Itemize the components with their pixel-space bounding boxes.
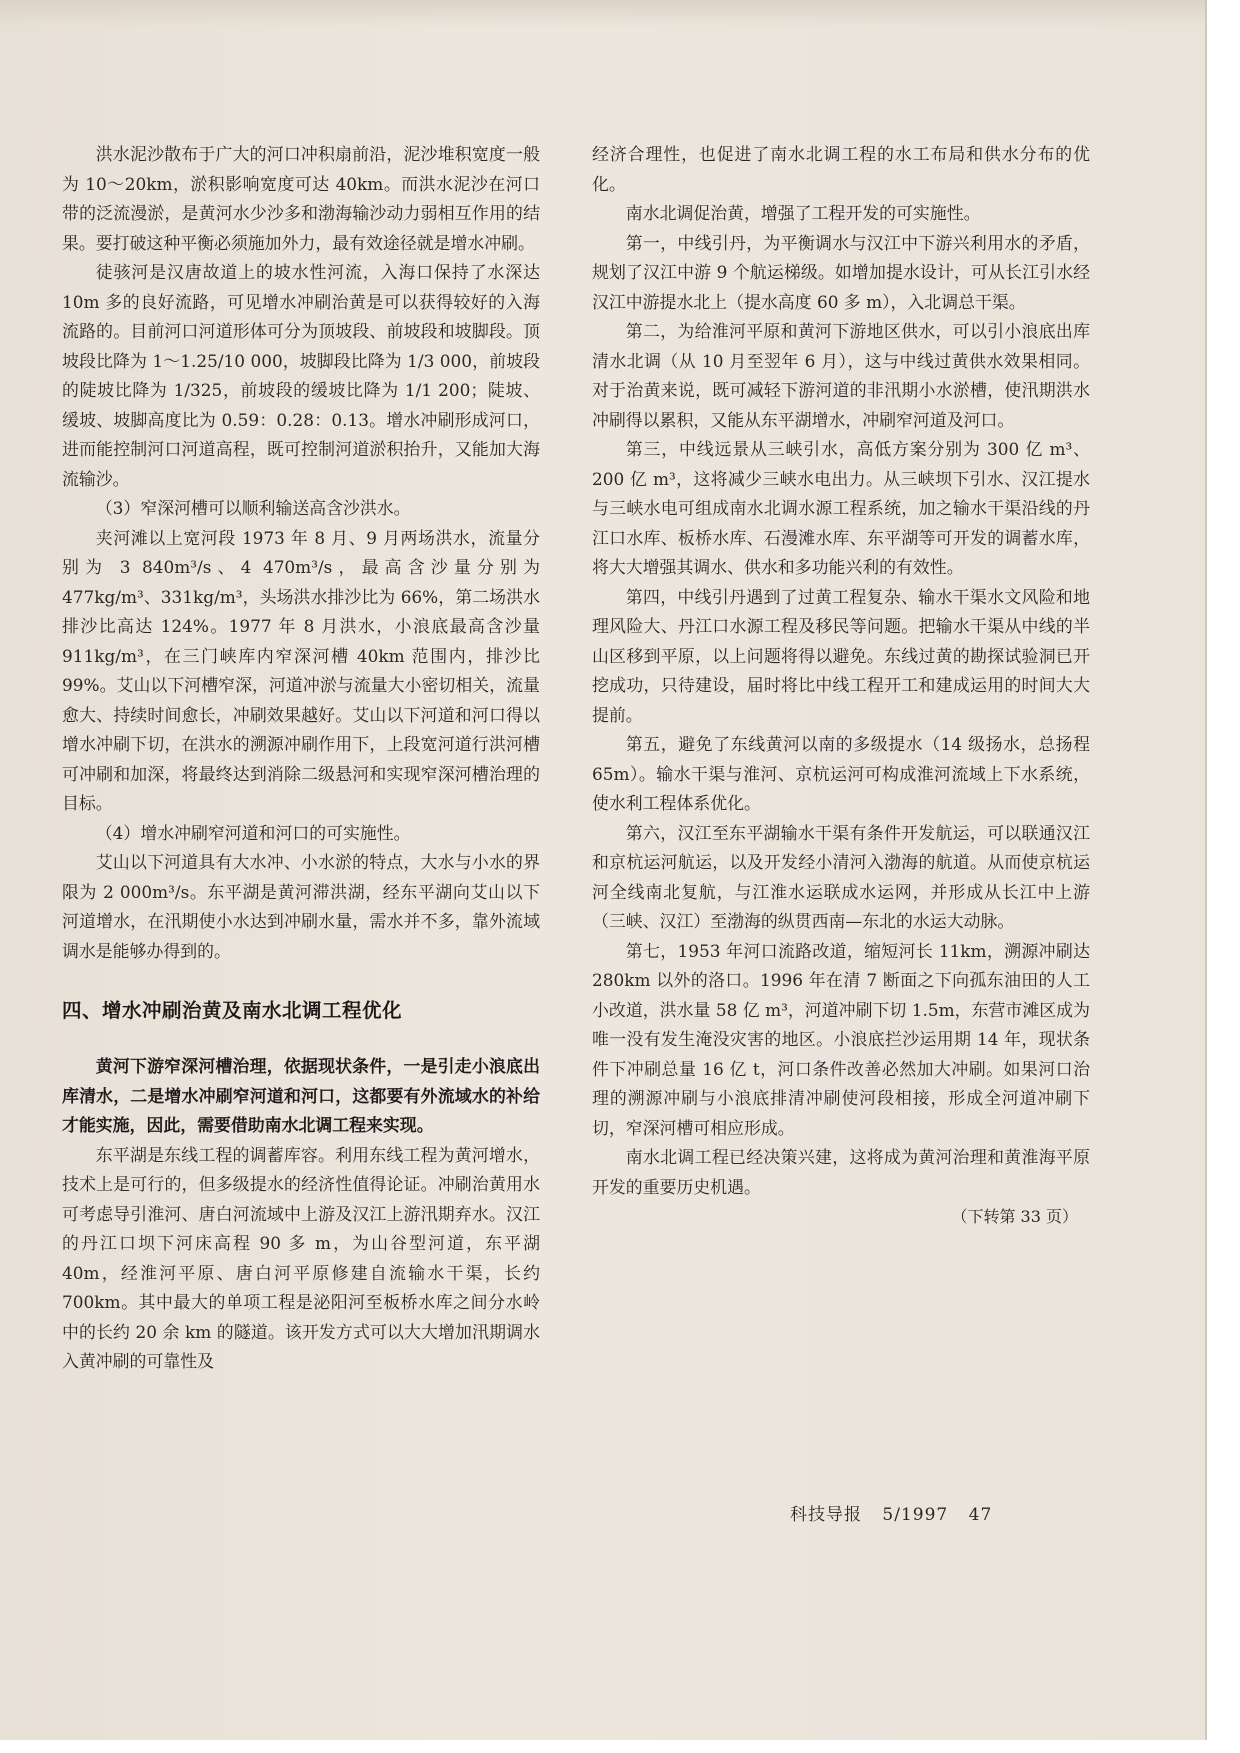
continuation-note: （下转第 33 页）	[951, 1207, 1078, 1226]
paragraph: 第一，中线引丹，为平衡调水与汉江中下游兴利用水的矛盾，规划了汉江中游 9 个航运梯级。如增加提水设计，可从长江引水经汉江中游提水北上（提水高度 60 多 m），入北调总干渠。	[592, 232, 1090, 312]
paragraph: 第二，为给淮河平原和黄河下游地区供水，可以引小浪底出库清水北调（从 10 月至翌年 6 月），这与中线过黄供水效果相同。对于治黄来说，既可减轻下游河道的非汛期小水淤槽，使汛期洪水冲刷得以累积，又能从东平湖增水，冲刷窄河道及河口。	[592, 321, 1090, 430]
paragraph: 经济合理性，也促进了南水北调工程的水工布局和供水分布的优化。	[592, 144, 1090, 194]
page-number: 47	[968, 1505, 993, 1525]
issue-number: 5/1997	[882, 1505, 949, 1525]
section-heading: 四、增水冲刷治黄及南水北调工程优化	[62, 999, 403, 1022]
left-column	[62, 140, 540, 1377]
paragraph: 徒骇河是汉唐故道上的坡水性河流，入海口保持了水深达 10m 多的良好流路，可见增水冲刷治黄是可以获得较好的入海流路的。目前河口河道形体可分为顶坡段、前坡段和坡脚段。顶坡段比降为 1～1.25/10 000，坡脚段比降为 1/3 000，前坡段的陡坡比降为 1/325，前坡段的缓坡比降为 1/1 200；陡坡、缓坡、坡脚高度比为 0.59：0.28：0.13。增水冲刷形成河口，进而能控制河口河道高程，既可控制河道淤积抬升，又能加大海流输沙。	[62, 262, 540, 489]
paragraph: 第三，中线远景从三峡引水，高低方案分别为 300 亿 m³、200 亿 m³，这将减少三峡水电出力。从三峡坝下引水、汉江提水与三峡水电可组成南水北调水源工程系统，加之输水干渠沿线的丹江口水库、板桥水库、石漫滩水库、东平湖等可开发的调蓄水库，将大大增强其调水、供水和多功能兴利的有效性。	[592, 439, 1090, 577]
paragraph: 夹河滩以上宽河段 1973 年 8 月、9 月两场洪水，流量分别为 3 840m³/s、4 470m³/s，最高含沙量分别为 477kg/m³、331kg/m³，头场洪水排沙比为 66%，第二场洪水排沙比高达 124%。1977 年 8 月洪水，小浪底最高含沙量 911kg/m³，在三门峡库内窄深河槽 40km 范围内，排沙比 99%。艾山以下河槽窄深，河道冲淤与流量大小密切相关，流量愈大、持续时间愈长，冲刷效果越好。艾山以下河道和河口得以增水冲刷下切，在洪水的溯源冲刷作用下，上段宽河道行洪河槽可冲刷和加深，将最终达到消除二级悬河和实现窄深河槽治理的目标。	[62, 527, 540, 813]
paragraph: 第五，避免了东线黄河以南的多级提水（14 级扬水，总扬程 65m）。输水干渠与淮河、京杭运河可构成淮河流域上下水系统，使水利工程体系优化。	[592, 734, 1090, 813]
paragraph: 第七，1953 年河口流路改道，缩短河长 11km，溯源冲刷达 280km 以外的洛口。1996 年在清 7 断面之下向孤东油田的人工小改道，洪水量 58 亿 m³，河道冲刷下切 1.5m，东营市滩区成为唯一没有发生淹没灾害的地区。小浪底拦沙运用期 14 年，现状条件下冲刷总量 16 亿 t，河口条件改善必然加大冲刷。如果河口治理的溯源冲刷与小浪底排清冲刷使河段相接，形成全河道冲刷下切，窄深河槽可相应形成。	[592, 940, 1090, 1138]
paragraph: （3）窄深河槽可以顺利输送高含沙洪水。	[95, 498, 411, 518]
paragraph: 第六，汉江至东平湖输水干渠有条件开发航运，可以联通汉江和京杭运河航运，以及开发经小清河入渤海的航道。从而使京杭运河全线南北复航，与江淮水运联成水运网，并形成从长江中上游（三峡、汉江）至渤海的纵贯西南—东北的水运大动脉。	[592, 822, 1090, 931]
top-edge-shadow	[0, 0, 1205, 28]
right-column	[592, 140, 1090, 1232]
paragraph: 南水北调工程已经决策兴建，这将成为黄河治理和黄淮海平原开发的重要历史机遇。	[592, 1147, 1090, 1197]
journal-name: 科技导报	[790, 1505, 862, 1525]
paragraph: 东平湖是东线工程的调蓄库容。利用东线工程为黄河增水，技术上是可行的，但多级提水的经济性值得论证。冲刷治黄用水可考虑导引淮河、唐白河流域中上游及汉江上游汛期弃水。汉江的丹江口坝下河床高程 90 多 m，为山谷型河道，东平湖 40m，经淮河平原、唐白河平原修建自流输水干渠，长约 700km。其中最大的单项工程是泌阳河至板桥水库之间分水岭中的长约 20 余 km 的隧道。该开发方式可以大大增加汛期调水入黄冲刷的可靠性及	[62, 1144, 540, 1371]
paragraph: 第四，中线引丹遇到了过黄工程复杂、输水干渠水文风险和地理风险大、丹江口水源工程及移民等问题。把输水干渠从中线的半山区移到平原，以上问题将得以避免。东线过黄的勘探试验洞已开挖成功，只待建设，届时将比中线工程开工和建成运用的时间大大提前。	[592, 586, 1090, 725]
paragraph: （4）增水冲刷窄河道和河口的可实施性。	[95, 822, 411, 843]
page-footer	[790, 1500, 1006, 1525]
bold-lead-paragraph: 黄河下游窄深河槽治理，依据现状条件，一是引走小浪底出库清水，二是增水冲刷窄河道和河口，这都要有外流域水的补给才能实施，因此，需要借助南水北调工程来实现。	[62, 1056, 540, 1135]
paragraph: 艾山以下河道具有大水冲、小水淤的特点，大水与小水的界限为 2 000m³/s。东平湖是黄河滞洪湖，经东平湖向艾山以下河道增水，在汛期使小水达到冲刷水量，需水并不多，靠外流域调水是能够办得到的。	[62, 852, 540, 961]
paragraph: 洪水泥沙散布于广大的河口冲积扇前沿，泥沙堆积宽度一般为 10～20km，淤积影响宽度可达 40km。而洪水泥沙在河口带的泛流漫淤，是黄河水少沙多和渤海输沙动力弱相互作用的结果。要打破这种平衡必须施加外力，最有效途径就是增水冲刷。	[62, 144, 540, 253]
paragraph: 南水北调促治黄，增强了工程开发的可实施性。	[625, 203, 981, 223]
